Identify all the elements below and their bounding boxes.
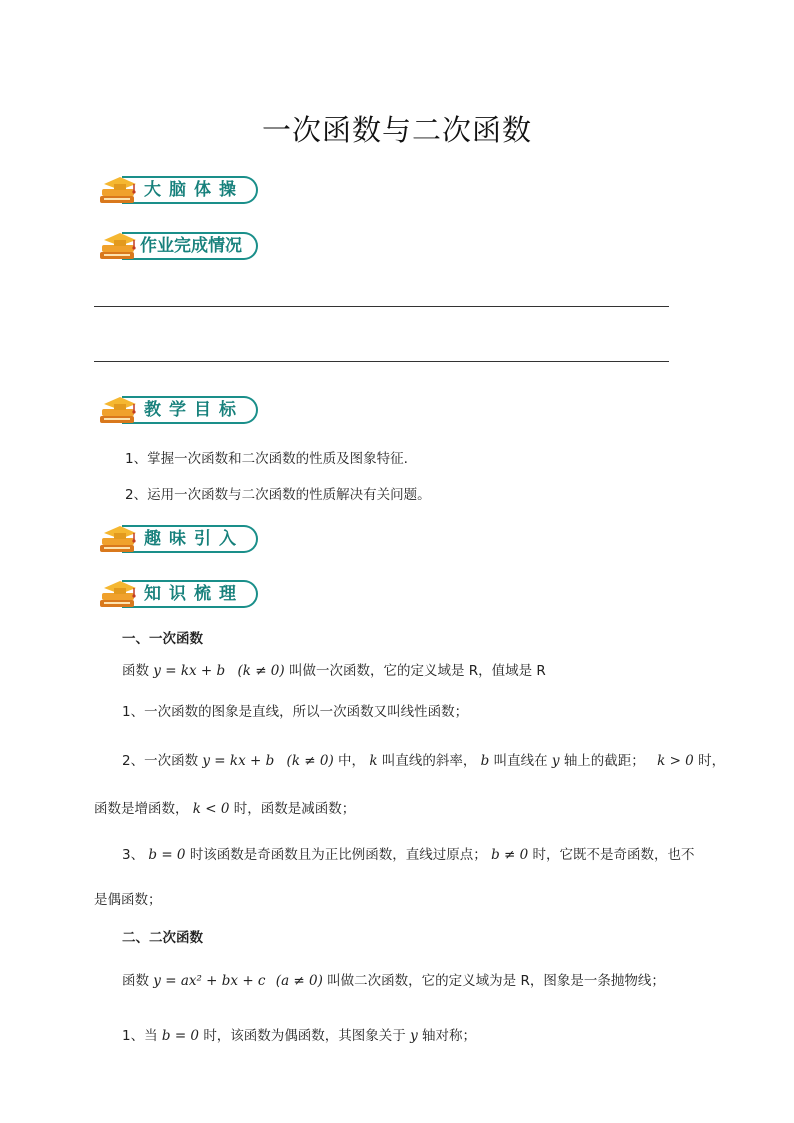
linear-point-2-cont <box>94 800 355 818</box>
text: 中， <box>338 753 366 769</box>
linear-point-1: 1、一次函数的图象是直线，所以一次函数又叫线性函数； <box>122 704 469 720</box>
formula-condition: (k ≠ 0) <box>286 753 334 769</box>
badge-label: 趣味引入 <box>144 529 244 549</box>
books-cap-icon <box>96 392 144 432</box>
linear-point-3 <box>122 846 695 864</box>
text: 叫直线的斜率， <box>381 753 477 769</box>
text: 叫做一次函数，它的定义域是 R，值域是 R <box>288 663 546 679</box>
text: 时该函数是奇函数且为正比例函数，直线过原点； <box>189 847 487 863</box>
text: 函数是增函数， <box>94 801 189 817</box>
formula: b = 0 <box>161 1028 200 1044</box>
goal-item-2: 2、运用一次函数与二次函数的性质解决有关问题。 <box>125 487 431 503</box>
formula: k > 0 <box>657 753 694 769</box>
text: 函数 <box>122 663 149 679</box>
books-cap-icon <box>96 228 144 268</box>
books-cap-icon <box>96 172 144 212</box>
text: 时，函数是减函数； <box>233 801 356 817</box>
formula: y = kx + b <box>153 663 226 679</box>
badge-label: 作业完成情况 <box>140 236 242 256</box>
section-badge-intro <box>96 521 260 559</box>
text: 轴上的截距； <box>563 753 645 769</box>
section-badge-goals <box>96 392 260 430</box>
goal-item-1: 1、掌握一次函数和二次函数的性质及图象特征. <box>125 451 408 467</box>
section-badge-brain <box>96 172 260 210</box>
section-badge-knowledge <box>96 576 260 614</box>
quadratic-point-1 <box>122 1027 476 1045</box>
formula: k < 0 <box>192 801 230 817</box>
text: 时，该函数为偶函数，其图象关于 <box>203 1028 406 1044</box>
formula: b = 0 <box>148 847 186 863</box>
symbol: y <box>551 753 560 769</box>
symbol: y <box>410 1028 418 1044</box>
section-badge-homework <box>96 228 260 266</box>
text: 时， <box>698 753 726 769</box>
text: 叫做二次函数，它的定义域为是 R，图象是一条抛物线； <box>327 973 665 989</box>
books-cap-icon <box>96 521 144 561</box>
text: 3、 <box>122 847 145 863</box>
formula: b ≠ 0 <box>491 847 529 863</box>
text: 1、当 <box>122 1028 158 1044</box>
text: 函数 <box>122 973 149 989</box>
page-title: 一次函数与二次函数 <box>261 113 532 147</box>
linear-point-3-cont: 是偶函数； <box>94 892 162 908</box>
text: 2、一次函数 <box>122 753 199 769</box>
formula: y = kx + b <box>202 753 275 769</box>
badge-label: 大脑体操 <box>144 180 244 200</box>
answer-line <box>94 361 669 362</box>
books-cap-icon <box>96 576 144 616</box>
formula-condition: (k ≠ 0) <box>237 663 285 679</box>
text: 时，它既不是奇函数，也不 <box>532 847 695 863</box>
badge-label: 知识梳理 <box>144 584 244 604</box>
symbol: k <box>369 753 378 769</box>
formula-condition: (a ≠ 0) <box>275 973 323 989</box>
formula: y = ax² + bx + c <box>153 973 266 989</box>
quadratic-definition <box>122 972 665 990</box>
badge-label: 教学目标 <box>144 400 244 420</box>
section-heading-linear: 一、一次函数 <box>122 631 203 647</box>
symbol: b <box>480 753 490 769</box>
section-heading-quadratic: 二、二次函数 <box>122 930 203 946</box>
text: 轴对称； <box>422 1028 477 1044</box>
answer-line <box>94 306 669 307</box>
linear-point-2 <box>122 752 725 770</box>
linear-definition <box>122 662 546 680</box>
text: 叫直线在 <box>493 753 548 769</box>
